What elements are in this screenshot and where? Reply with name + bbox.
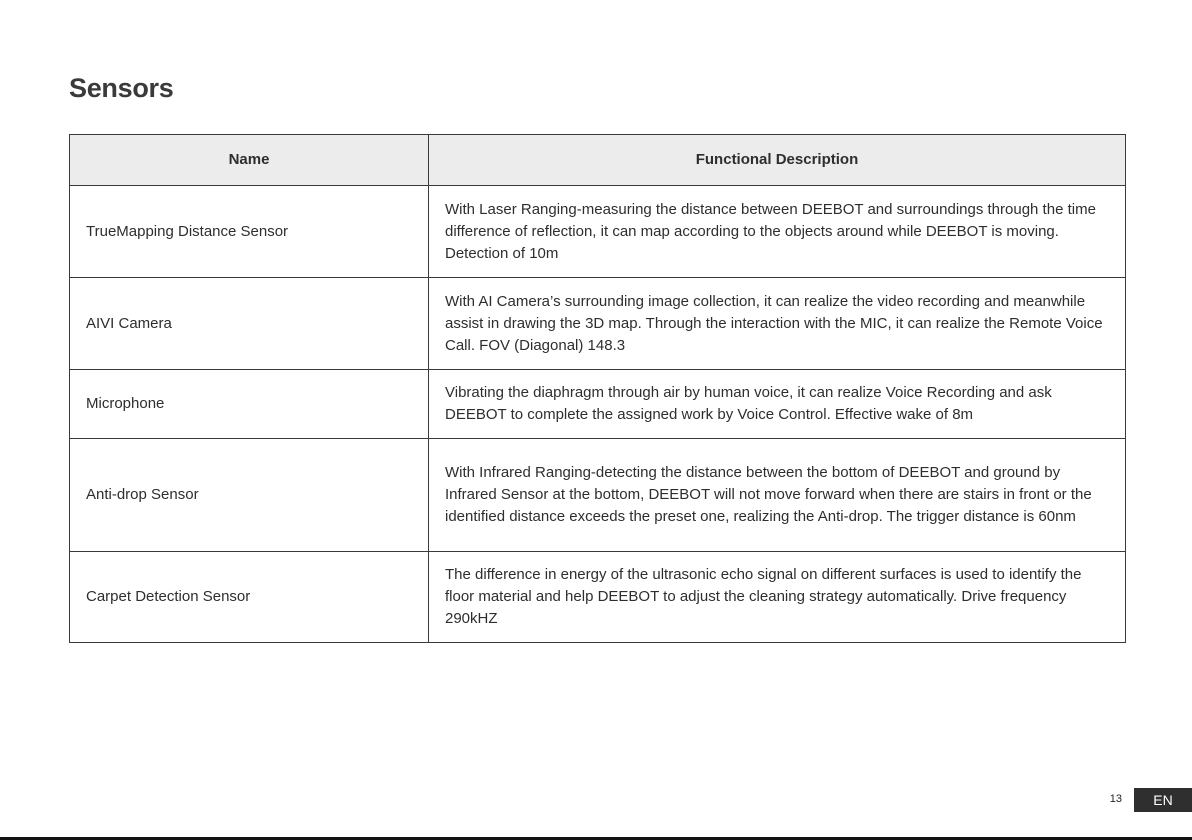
sensor-name: AIVI Camera (70, 278, 429, 370)
sensor-description: With Infrared Ranging-detecting the distance between the bottom of DEEBOT and ground by Infrared Sensor at the bottom, DEEBOT will not move forward when there are stairs in front or the identified distance exceeds the preset one, realizing the Anti-drop. The trigger distance is 60nm (429, 439, 1126, 552)
column-header-name: Name (70, 135, 429, 186)
table-row (70, 439, 1126, 552)
sensor-name: TrueMapping Distance Sensor (70, 186, 429, 278)
language-badge: EN (1134, 788, 1192, 812)
sensor-name: Microphone (70, 370, 429, 439)
table-row (70, 370, 1126, 439)
sensor-name: Anti-drop Sensor (70, 439, 429, 552)
table-row (70, 552, 1126, 643)
sensor-description: The difference in energy of the ultrasonic echo signal on different surfaces is used to identify the floor material and help DEEBOT to adjust the cleaning strategy automatically. Drive frequency 290kHZ (429, 552, 1126, 643)
page-title: Sensors (69, 73, 174, 103)
sensor-name: Carpet Detection Sensor (70, 552, 429, 643)
sensor-description: With AI Camera’s surrounding image collection, it can realize the video recording and meanwhile assist in drawing the 3D map. Through the interaction with the MIC, it can realize the Remote Voice Call. FOV (Diagonal) 148.3 (429, 278, 1126, 370)
sensor-description: Vibrating the diaphragm through air by human voice, it can realize Voice Recording and ask DEEBOT to complete the assigned work by Voice Control. Effective wake of 8m (429, 370, 1126, 439)
sensors-table (69, 134, 1126, 643)
table-row (70, 186, 1126, 278)
table-header-row (70, 135, 1126, 186)
table-row (70, 278, 1126, 370)
column-header-description: Functional Description (429, 135, 1126, 186)
sensor-description: With Laser Ranging-measuring the distance between DEEBOT and surroundings through the time difference of reflection, it can map according to the objects around while DEEBOT is moving. Detection of 10m (429, 186, 1126, 278)
page-number: 13 (1109, 793, 1122, 805)
